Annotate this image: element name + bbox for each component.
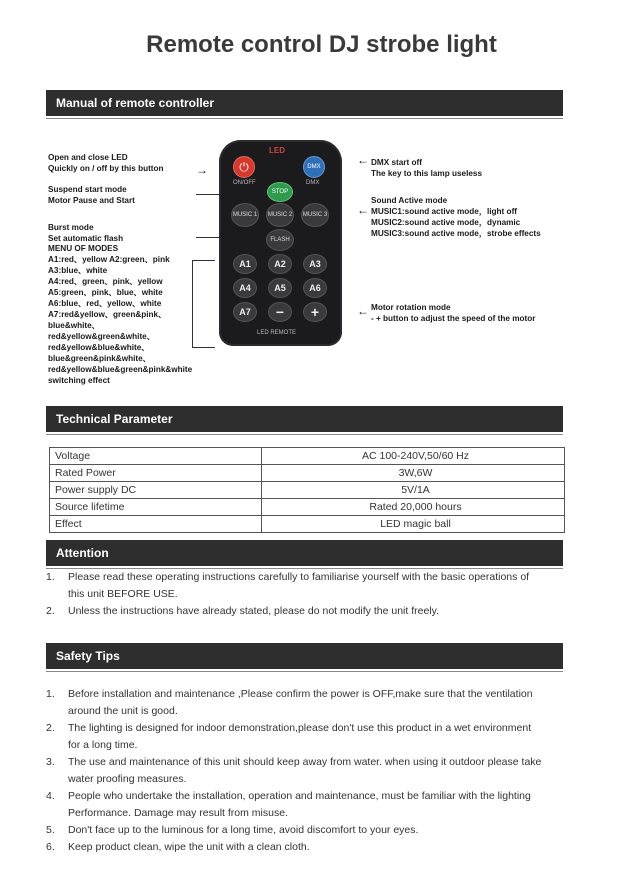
music2-button-image: MUSIC 2 <box>266 203 294 227</box>
annotation-line: red&yellow&blue&green&pink&white <box>48 365 193 374</box>
list-number: 2. <box>46 722 55 734</box>
list-number: 1. <box>46 688 55 700</box>
annotation-motor <box>371 302 535 324</box>
remote-footer-label: LED REMOTE <box>257 330 297 336</box>
annotation-line: A7:red&yellow、green&pink、 <box>48 310 167 319</box>
remote-label-dmx: DMX <box>306 180 320 186</box>
annotation-sound <box>371 195 541 239</box>
annotation-modes <box>48 243 192 386</box>
a7-button-image: A7 <box>233 302 257 322</box>
list-text: for a long time. <box>68 739 138 751</box>
list-text: Unless the instructions have already stated, please do not modify the unit freely. <box>68 605 440 617</box>
list-text: Before installation and maintenance ,Please confirm the power is OFF,make sure that the ventilation <box>68 688 533 700</box>
spec-value: Rated 20,000 hours <box>262 499 565 516</box>
arrow-right-icon: → <box>196 163 208 177</box>
list-text: around the unit is good. <box>68 705 178 717</box>
arrow-left-icon: ← <box>357 304 369 318</box>
annotation-line: DMX start off <box>371 158 422 167</box>
table-row <box>50 465 565 482</box>
list-number: 6. <box>46 841 55 853</box>
arrow-left-icon: ← <box>357 153 369 167</box>
bracket-line <box>192 260 215 348</box>
spec-label: Voltage <box>50 448 262 465</box>
minus-icon: − <box>268 302 292 322</box>
flash-button-image: FLASH <box>266 229 294 251</box>
list-item <box>46 788 606 822</box>
arrow-left-icon: ← <box>357 203 369 217</box>
section-header-safety: Safety Tips <box>46 643 563 669</box>
a1-button-image: A1 <box>233 254 257 274</box>
a5-button-image: A5 <box>268 278 292 298</box>
remote-label-onoff: ON/OFF <box>233 180 256 186</box>
spec-label: Effect <box>50 516 262 533</box>
music1-button-image: MUSIC 1 <box>231 203 259 227</box>
table-row <box>50 499 565 516</box>
annotation-line: red&yellow&blue&white、 <box>48 343 150 352</box>
list-number: 3. <box>46 756 55 768</box>
annotation-line: MUSIC2:sound active mode，dynamic <box>371 218 521 227</box>
remote-logo: LED <box>269 146 285 155</box>
annotation-line: The key to this lamp useless <box>371 169 483 178</box>
list-number: 2. <box>46 605 55 617</box>
dmx-button-image: DMX <box>303 156 325 178</box>
remote-controller-image <box>219 140 342 346</box>
section-header-manual: Manual of remote controller <box>46 90 563 116</box>
list-text: Please read these operating instructions carefully to familiarise yourself with the basic operations of <box>68 571 530 583</box>
spec-table <box>49 447 565 533</box>
section-header-attention: Attention <box>46 540 563 566</box>
list-text: Performance. Damage may result from misuse. <box>68 807 288 819</box>
annotation-burst <box>48 222 123 244</box>
list-item <box>46 822 606 839</box>
table-row <box>50 482 565 499</box>
music3-button-image: MUSIC 3 <box>301 203 329 227</box>
list-text: this unit BEFORE USE. <box>68 588 178 600</box>
annotation-line: MENU OF MODES <box>48 244 119 253</box>
list-text: water proofing measures. <box>68 773 187 785</box>
list-text: The lighting is designed for indoor demonstration,please don't use this product in a wet environment <box>68 722 532 734</box>
annotation-dmx <box>371 157 482 179</box>
list-text: Keep product clean, wipe the unit with a clean cloth. <box>68 841 310 853</box>
table-row <box>50 448 565 465</box>
annotation-line: Burst mode <box>48 223 94 232</box>
spec-label: Power supply DC <box>50 482 262 499</box>
spec-value: LED magic ball <box>262 516 565 533</box>
a6-button-image: A6 <box>303 278 327 298</box>
annotation-suspend <box>48 184 135 206</box>
page-title: Remote control DJ strobe light <box>146 31 497 58</box>
annotation-line: - + button to adjust the speed of the motor <box>371 314 536 323</box>
list-text: People who undertake the installation, operation and maintenance, must be familiar with the lighting <box>68 790 531 802</box>
annotation-line: Motor rotation mode <box>371 303 451 312</box>
a4-button-image: A4 <box>233 278 257 298</box>
spec-value: AC 100-240V,50/60 Hz <box>262 448 565 465</box>
list-number: 5. <box>46 824 55 836</box>
list-item <box>46 686 606 720</box>
annotation-line: switching effect <box>48 376 110 385</box>
annotation-line: Suspend start mode <box>48 185 127 194</box>
annotation-line: Quickly on / off by this button <box>48 164 164 173</box>
spec-value: 5V/1A <box>262 482 565 499</box>
annotation-line: red&yellow&green&white、 <box>48 332 155 341</box>
annotation-open-close <box>48 152 164 174</box>
annotation-line: Sound Active mode <box>371 196 448 205</box>
attention-list <box>46 569 576 620</box>
a2-button-image: A2 <box>268 254 292 274</box>
annotation-line: A6:blue、red、yellow、white <box>48 299 162 308</box>
list-text: Don't face up to the luminous for a long time, avoid discomfort to your eyes. <box>68 824 419 836</box>
list-item <box>46 603 576 620</box>
list-item <box>46 569 576 603</box>
annotation-line: Set automatic flash <box>48 234 124 243</box>
stop-button-image: STOP <box>267 182 293 202</box>
annotation-line: A1:red、yellow A2:green、pink <box>48 255 170 264</box>
spec-label: Rated Power <box>50 465 262 482</box>
table-row <box>50 516 565 533</box>
list-text: The use and maintenance of this unit should keep away from water. when using it outdoor please take <box>68 756 542 768</box>
list-item <box>46 839 606 856</box>
safety-list <box>46 686 606 856</box>
annotation-line: A5:green、pink、blue、white <box>48 288 163 297</box>
annotation-line: MUSIC1:sound active mode，light off <box>371 207 518 216</box>
spec-value: 3W,6W <box>262 465 565 482</box>
plus-icon: + <box>303 302 327 322</box>
annotation-line: blue&white、 <box>48 321 100 330</box>
a3-button-image: A3 <box>303 254 327 274</box>
power-icon: ⏻ <box>233 156 255 178</box>
list-number: 4. <box>46 790 55 802</box>
annotation-line: Motor Pause and Start <box>48 196 135 205</box>
annotation-line: A4:red、green、pink、yellow <box>48 277 163 286</box>
list-number: 1. <box>46 571 55 583</box>
section-header-technical: Technical Parameter <box>46 406 563 432</box>
list-item <box>46 720 606 754</box>
annotation-line: A3:blue、white <box>48 266 108 275</box>
annotation-line: MUSIC3:sound active mode，strobe effects <box>371 229 541 238</box>
annotation-line: Open and close LED <box>48 153 128 162</box>
list-item <box>46 754 606 788</box>
spec-label: Source lifetime <box>50 499 262 516</box>
annotation-line: blue&green&pink&white、 <box>48 354 151 363</box>
